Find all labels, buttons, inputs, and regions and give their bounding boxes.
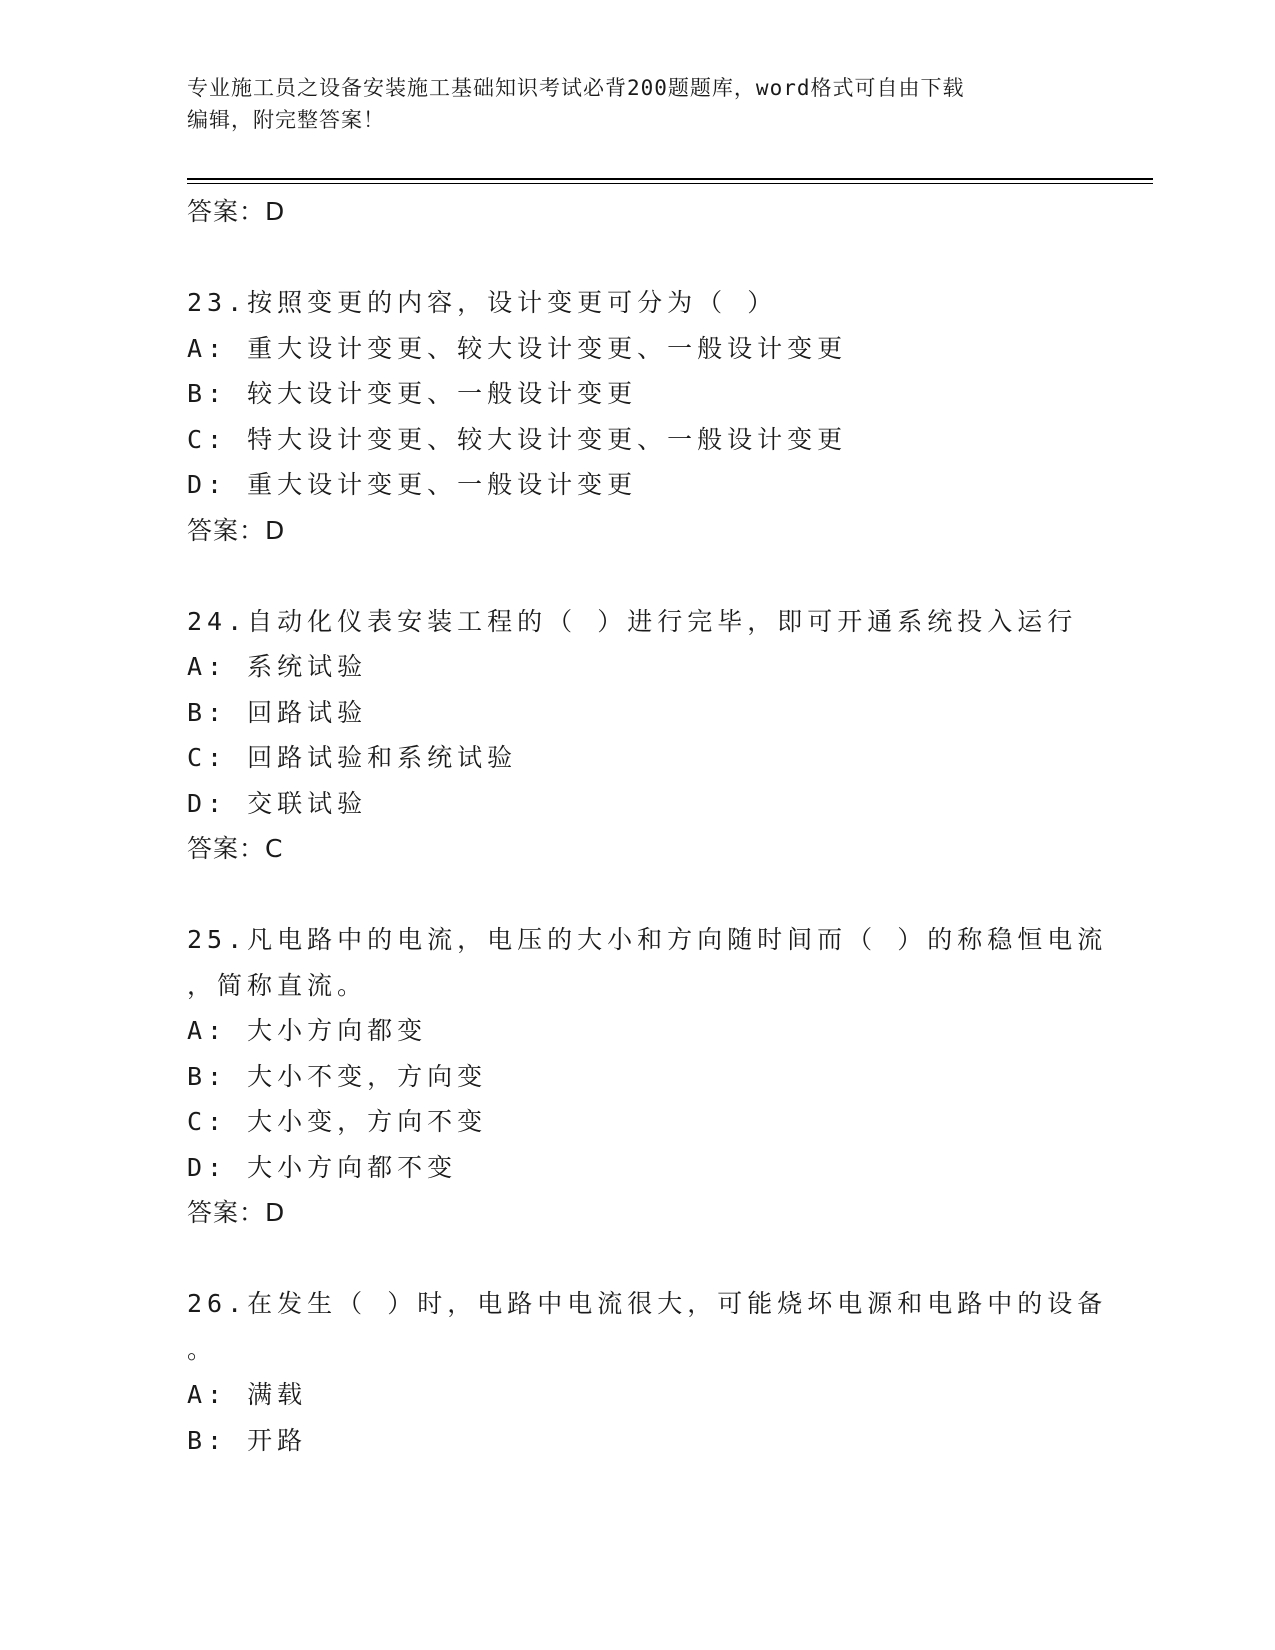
option-c: C: 大小变，方向不变 — [187, 1107, 488, 1136]
question-25 — [187, 917, 1108, 1235]
option-a: A: 大小方向都变 — [187, 1016, 428, 1045]
spacer — [187, 553, 1087, 599]
header-divider-thick — [187, 178, 1153, 180]
option-a: A: 满载 — [187, 1380, 308, 1409]
header-divider-thin — [187, 183, 1153, 184]
option-d: D: 交联试验 — [187, 788, 368, 818]
answer-24: 答案：C — [187, 834, 284, 863]
option-d: D: 大小方向都不变 — [187, 1152, 458, 1182]
option-a: A: 重大设计变更、较大设计变更、一般设计变更 — [187, 333, 848, 363]
question-text-line-2: ，简称直流。 — [187, 970, 368, 1000]
spacer — [187, 871, 1087, 917]
answer-22: 答案：D — [187, 197, 286, 226]
document-header — [187, 72, 1087, 136]
option-a: A: 系统试验 — [187, 652, 368, 681]
question-list — [187, 189, 1108, 1463]
option-b: B: 回路试验 — [187, 697, 368, 727]
question-text-line-2: 。 — [187, 1334, 218, 1364]
spacer — [187, 234, 1087, 280]
header-line-1: 专业施工员之设备安装施工基础知识考试必背200题题库，word格式可自由下载 — [187, 76, 965, 100]
option-d: D: 重大设计变更、一般设计变更 — [187, 470, 638, 499]
question-text: 24.自动化仪表安装工程的（ ）进行完毕，即可开通系统投入运行 — [187, 606, 1078, 636]
option-c: C: 特大设计变更、较大设计变更、一般设计变更 — [187, 424, 848, 454]
question-text-line-1: 25.凡电路中的电流，电压的大小和方向随时间而（ ）的称稳恒电流 — [187, 925, 1108, 954]
option-b: B: 开路 — [187, 1425, 308, 1455]
header-line-2: 编辑，附完整答案！ — [187, 108, 385, 132]
question-text-line-1: 26.在发生（ ）时，电路中电流很大，可能烧坏电源和电路中的设备 — [187, 1289, 1108, 1318]
question-23 — [187, 280, 1087, 553]
answer-23: 答案：D — [187, 515, 286, 545]
answer-25: 答案：D — [187, 1198, 286, 1227]
option-b: B: 大小不变，方向变 — [187, 1061, 488, 1091]
option-b: B: 较大设计变更、一般设计变更 — [187, 379, 638, 408]
question-24 — [187, 599, 1087, 872]
spacer — [187, 1235, 1087, 1281]
option-c: C: 回路试验和系统试验 — [187, 743, 518, 772]
question-26 — [187, 1281, 1108, 1463]
question-text: 23.按照变更的内容，设计变更可分为（ ） — [187, 288, 778, 317]
